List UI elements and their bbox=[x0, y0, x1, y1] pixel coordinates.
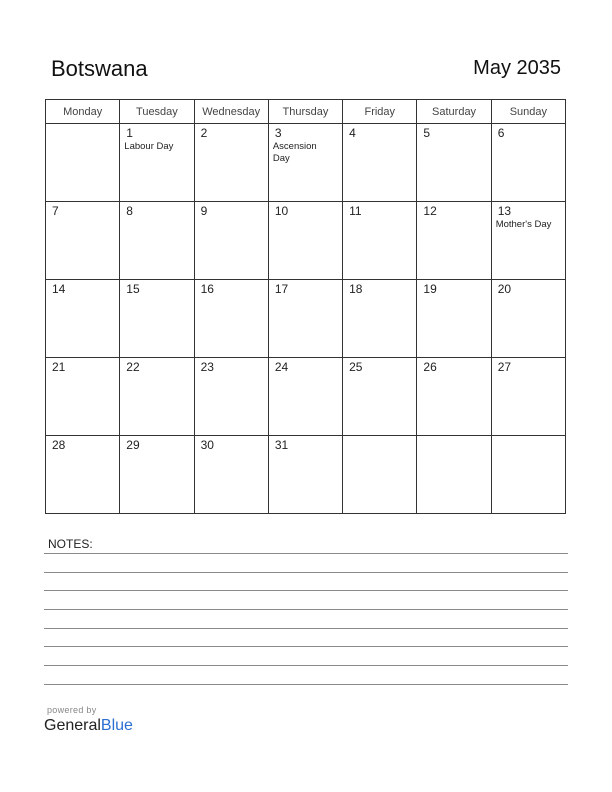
day-number: 1 bbox=[126, 126, 133, 140]
weekday-header: Monday bbox=[46, 100, 120, 124]
holiday-label: Labour Day bbox=[124, 141, 174, 152]
day-number: 19 bbox=[423, 282, 437, 296]
day-number: 30 bbox=[200, 438, 214, 452]
note-line bbox=[44, 628, 568, 629]
day-number: 27 bbox=[497, 360, 512, 374]
day-number: 23 bbox=[200, 360, 214, 374]
note-line bbox=[44, 646, 568, 647]
day-number: 20 bbox=[497, 282, 512, 296]
weekday-header: Tuesday bbox=[120, 100, 194, 124]
weekday-header: Wednesday bbox=[194, 100, 268, 124]
day-cell bbox=[120, 202, 194, 280]
day-cell bbox=[268, 202, 342, 280]
day-number: 9 bbox=[200, 204, 208, 218]
day-cell bbox=[268, 436, 342, 514]
day-cell bbox=[120, 436, 194, 514]
day-number: 16 bbox=[200, 282, 214, 296]
weekday-header: Sunday bbox=[491, 100, 565, 124]
day-cell bbox=[343, 202, 417, 280]
weekday-header: Friday bbox=[343, 100, 417, 124]
day-cell bbox=[194, 436, 268, 514]
notes-label: NOTES: bbox=[48, 537, 93, 551]
day-cell bbox=[194, 202, 268, 280]
day-number: 11 bbox=[349, 204, 362, 218]
day-number: 13 bbox=[497, 204, 512, 218]
day-cell bbox=[46, 202, 120, 280]
day-cell bbox=[46, 280, 120, 358]
day-number: 29 bbox=[126, 438, 140, 452]
day-number: 15 bbox=[126, 282, 140, 296]
day-cell bbox=[417, 280, 491, 358]
month-title: May 2035 bbox=[473, 57, 561, 79]
day-cell bbox=[343, 358, 417, 436]
day-cell bbox=[491, 436, 565, 514]
day-cell bbox=[491, 280, 565, 358]
day-number: 2 bbox=[200, 126, 208, 140]
brand-logo bbox=[44, 717, 133, 735]
day-cell bbox=[417, 358, 491, 436]
day-cell bbox=[194, 124, 268, 202]
day-cell bbox=[46, 358, 120, 436]
week-row bbox=[46, 358, 566, 436]
day-cell bbox=[343, 280, 417, 358]
day-number: 5 bbox=[423, 126, 431, 140]
day-cell bbox=[343, 124, 417, 202]
day-number: 6 bbox=[497, 126, 505, 140]
note-line bbox=[44, 553, 568, 554]
day-cell bbox=[268, 280, 342, 358]
day-cell bbox=[120, 124, 194, 202]
day-number: 18 bbox=[349, 282, 363, 296]
day-number: 21 bbox=[52, 360, 66, 374]
day-number: 31 bbox=[274, 438, 289, 452]
day-number: 10 bbox=[274, 204, 289, 218]
day-cell bbox=[268, 358, 342, 436]
note-line bbox=[44, 590, 568, 591]
day-cell bbox=[194, 280, 268, 358]
note-line bbox=[44, 609, 568, 610]
brand-name-part2: Blue bbox=[100, 717, 133, 734]
holiday-label: Ascension Day bbox=[272, 141, 317, 164]
weekday-header: Saturday bbox=[417, 100, 491, 124]
day-number: 4 bbox=[349, 126, 356, 140]
weekday-header: Thursday bbox=[268, 100, 342, 124]
powered-by-text: powered by bbox=[47, 705, 97, 715]
week-row bbox=[46, 436, 566, 514]
week-row bbox=[46, 124, 566, 202]
day-number: 8 bbox=[126, 204, 133, 218]
day-number: 3 bbox=[274, 126, 282, 140]
day-number: 28 bbox=[52, 438, 66, 452]
day-cell bbox=[491, 124, 565, 202]
day-number: 12 bbox=[423, 204, 437, 218]
note-line bbox=[44, 665, 568, 666]
day-cell bbox=[120, 280, 194, 358]
day-cell bbox=[417, 124, 491, 202]
day-number: 24 bbox=[274, 360, 289, 374]
day-number: 17 bbox=[274, 282, 289, 296]
day-number: 25 bbox=[349, 360, 363, 374]
week-row bbox=[46, 202, 566, 280]
day-cell bbox=[491, 202, 565, 280]
day-cell bbox=[120, 358, 194, 436]
note-line bbox=[44, 684, 568, 685]
day-cell bbox=[491, 358, 565, 436]
day-number: 7 bbox=[52, 204, 59, 218]
calendar-grid bbox=[45, 99, 566, 514]
day-number: 26 bbox=[423, 360, 437, 374]
note-line bbox=[44, 572, 568, 573]
brand-name-part1: General bbox=[44, 717, 101, 734]
week-row bbox=[46, 280, 566, 358]
weekday-header-row bbox=[46, 100, 566, 124]
day-number: 14 bbox=[52, 282, 66, 296]
day-number: 22 bbox=[126, 360, 140, 374]
day-cell bbox=[46, 436, 120, 514]
day-cell bbox=[268, 124, 342, 202]
day-cell bbox=[343, 436, 417, 514]
day-cell bbox=[46, 124, 120, 202]
day-cell bbox=[194, 358, 268, 436]
day-cell bbox=[417, 436, 491, 514]
country-title: Botswana bbox=[51, 56, 148, 81]
day-cell bbox=[417, 202, 491, 280]
holiday-label: Mother's Day bbox=[495, 219, 552, 230]
